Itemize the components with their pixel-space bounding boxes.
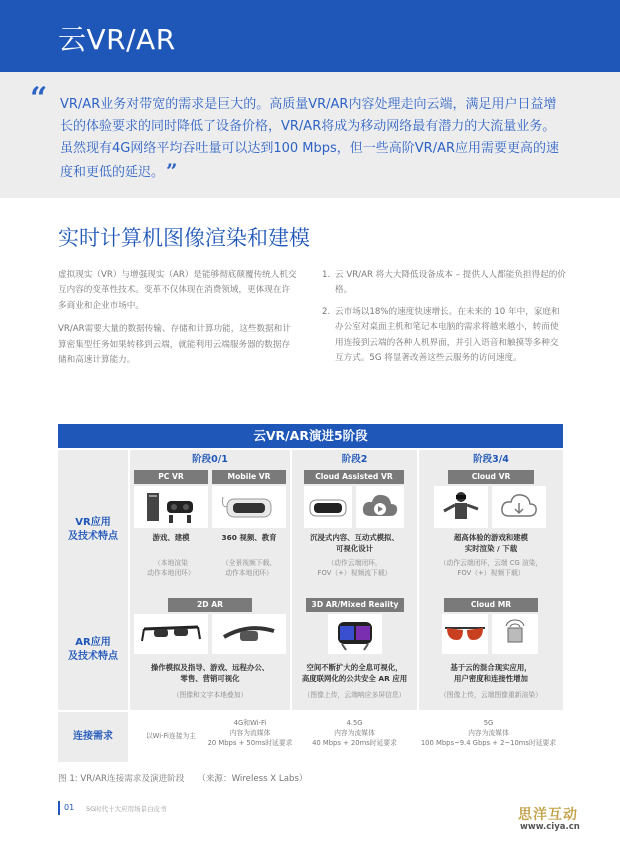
vr-note: （全景视频下载、 动作本地闭环）	[221, 559, 277, 577]
mr-headset-image	[328, 614, 382, 654]
vr-description: 360 视频、教育	[221, 533, 277, 542]
body-left-column	[58, 268, 298, 376]
chip-icon	[492, 614, 538, 654]
ar-description: 空间不断扩大的全息可视化， 高度联网化的公共安全 AR 应用	[301, 663, 408, 683]
tag-2d-ar: 2D AR	[168, 598, 252, 612]
watermark-url: www.ciya.cn	[520, 822, 580, 832]
list-text: 云市场以18%的速度快速增长。在未来的 10 年中，家庭和办公室对桌面主机和笔记本电脑的需求将越来越小，转而使用连接到云端的各种人机界面，并引入语音和触摸等多种交互方式。5G 将显著改善这些云服务的访问速度。	[335, 306, 560, 364]
conn-requirement: 5G 内容为流媒体 100 Mbps~9.4 Gbps + 2~10ms时延要求	[420, 719, 557, 747]
quote-open-mark: “	[30, 81, 48, 116]
footer-text: 5G时代十大应用场景白皮书	[86, 805, 167, 813]
stage-heading: 阶段2	[341, 454, 368, 465]
tag-pc-vr: PC VR	[134, 470, 208, 484]
conn-requirement: 4.5G 内容为流媒体 40 Mbps + 20ms时延要求	[312, 719, 397, 747]
list-number: 2.	[322, 306, 331, 317]
evolution-diagram	[58, 424, 563, 762]
quote-body: VR/AR业务对带宽的需求是巨大的。高质量VR/AR内容处理走向云端，满足用户日益增长的体验要求的同时降低了设备价格，VR/AR将成为移动网络最有潜力的大流量业务。虽然现有4G网络平均吞吐量可以达到100 Mbps，但一些高阶VR/AR应用需要更高的速度和更低的延迟。	[60, 97, 560, 180]
figure-caption: 图 1: VR/AR连接需求及演进阶段 （来源：Wireless X Labs）	[58, 774, 308, 784]
conn-requirement: 以Wi-Fi连接为主	[145, 732, 197, 740]
quote-close-mark: ”	[166, 159, 178, 183]
cloud-download-icon	[492, 486, 546, 528]
cloud-play-icon	[356, 486, 404, 528]
tag-3d-ar: 3D AR/Mixed Reality	[306, 598, 404, 612]
tag-cloud-vr: Cloud VR	[448, 470, 534, 484]
page-number: 01	[64, 803, 75, 812]
ar-note: （图像和文字本地叠加）	[172, 691, 248, 699]
tag-cloud-mr: Cloud MR	[444, 598, 538, 612]
list-number: 1.	[322, 270, 331, 280]
page-title: 云VR/AR	[58, 23, 176, 56]
diagram-title: 云VR/AR演进5阶段	[58, 424, 563, 448]
list-item	[322, 268, 566, 299]
stage-heading: 阶段3/4	[473, 454, 509, 465]
row-label-ar: AR应用 及技术特点	[58, 590, 128, 710]
smart-glasses-image	[442, 614, 488, 654]
section-title: 实时计算机图像渲染和建模	[58, 226, 310, 250]
list-text: 云 VR/AR 将大大降低设备成本 – 提供人人都能负担得起的价格。	[335, 270, 566, 296]
mobile-vr-image	[212, 486, 286, 528]
tag-mobile-vr: Mobile VR	[212, 470, 286, 484]
tag-cloud-assisted-vr: Cloud Assisted VR	[304, 470, 404, 484]
quote-text	[60, 94, 560, 184]
row-label-conn: 连接需求	[58, 712, 128, 762]
vr-user-image	[434, 486, 488, 528]
ar-description: 基于云的混合现实应用， 用户密度和连接性增加	[450, 663, 532, 683]
vr-note: （动作云端闭环，云端 CG 渲染， FOV（+）视频下载）	[439, 559, 543, 577]
vr-note: （本地渲染 动作本地闭环）	[147, 559, 195, 577]
vr-description: 超高体验的游戏和建模 实时渲染 / 下载	[454, 533, 528, 553]
headset-image	[304, 486, 352, 528]
watermark-logo: 思洋互动	[518, 807, 578, 823]
ar-description: 操作模拟及指导、游戏、远程办公、 零售、营销可视化	[150, 663, 270, 683]
ar-headset-image	[212, 614, 286, 654]
ar-note: （图像上传，云端响应多屏信息）	[303, 691, 406, 699]
stage-heading: 阶段0/1	[192, 454, 228, 465]
list-item	[322, 305, 566, 367]
ar-note: （图像上传，云端图像重新渲染）	[440, 691, 542, 699]
body-paragraph: 虚拟现实（VR）与增强现实（AR）是能够彻底颠覆传统人机交互内容的变革性技术。变革不仅体现在消费领域，更体现在许多商业和企业市场中。	[58, 270, 297, 311]
row-label-vr: VR应用 及技术特点	[58, 450, 128, 610]
pc-vr-image	[134, 486, 208, 528]
footer-bar	[58, 801, 60, 815]
body-paragraph: VR/AR需要大量的数据传输、存储和计算功能，这些数据和计算密集型任务如果转移到云端，就能利用云端服务器的数据存储和高速计算能力。	[58, 324, 291, 366]
ar-glasses-image	[134, 614, 208, 654]
body-right-column	[322, 268, 566, 372]
vr-description: 沉浸式内容、互动式模拟、 可视化设计	[310, 533, 399, 553]
vr-note: （动作云端闭环， FOV（+）视频流下载）	[317, 559, 392, 577]
conn-requirement: 4G和Wi-Fi 内容为流媒体 20 Mbps + 50ms时延要求	[207, 719, 293, 747]
vr-description: 游戏、建模	[152, 533, 190, 542]
